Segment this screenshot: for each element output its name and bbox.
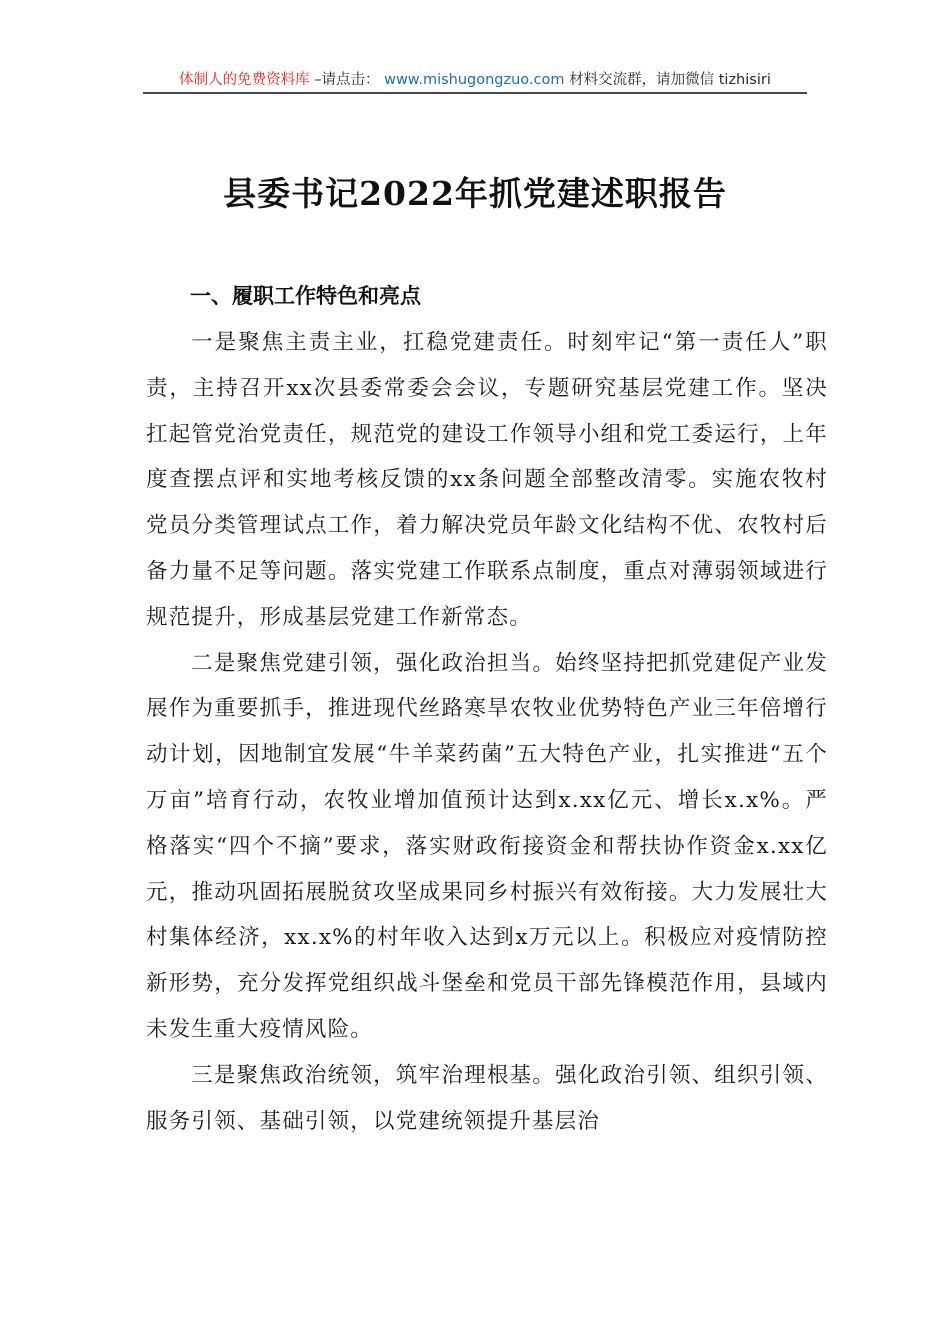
header-suffix: 材料交流群，请加微信 tizhisiri bbox=[569, 72, 771, 88]
section-heading: 一、履职工作特色和亮点 bbox=[190, 284, 421, 308]
header-url-link[interactable]: www.mishugongzuo.com bbox=[384, 72, 565, 88]
paragraph-2: 二是聚焦党建引领，强化政治担当。始终坚持把抓党建促产业发展作为重要抓手，推进现代丝路寒旱农牧业优势特色产业三年倍增行动计划，因地制宜发展“牛羊菜药菌”五大特色产业，扎实推进“五个万亩”培育行动，农牧业增加值预计达到x.xx亿元、增长x.x%。严格落实“四个不摘”要求，落实财政衔接资金和帮扶协作资金x.xx亿元，推动巩固拓展脱贫攻坚成果同乡村振兴有效衔接。大力发展壮大村集体经济，xx.x%的村年收入达到x万元以上。积极应对疫情防控新形势，充分发挥党组织战斗堡垒和党员干部先锋模范作用，县域内未发生重大疫情风险。 bbox=[146, 650, 828, 1042]
header-prompt: –请点击： bbox=[314, 72, 380, 88]
document-body bbox=[146, 320, 828, 1144]
header-divider bbox=[143, 92, 807, 94]
paragraph-1: 一是聚焦主责主业，扛稳党建责任。时刻牢记“第一责任人”职责，主持召开xx次县委常委会会议，专题研究基层党建工作。坚决扛起管党治党责任，规范党的建设工作领导小组和党工委运行，上年度查摆点评和实地考核反馈的xx条问题全部整改清零。实施农牧村党员分类管理试点工作，着力解决党员年龄文化结构不优、农牧村后备力量不足等问题。落实党建工作联系点制度，重点对薄弱领域进行规范提升，形成基层党建工作新常态。 bbox=[146, 330, 828, 630]
page-header-banner bbox=[143, 68, 807, 92]
document-title: 县委书记2022年抓党建述职报告 bbox=[223, 174, 727, 213]
paragraph-3: 三是聚焦政治统领，筑牢治理根基。强化政治引领、组织引领、服务引领、基础引领，以党建统领提升基层治 bbox=[146, 1062, 828, 1134]
header-brand: 体制人的免费资料库 bbox=[179, 72, 310, 88]
